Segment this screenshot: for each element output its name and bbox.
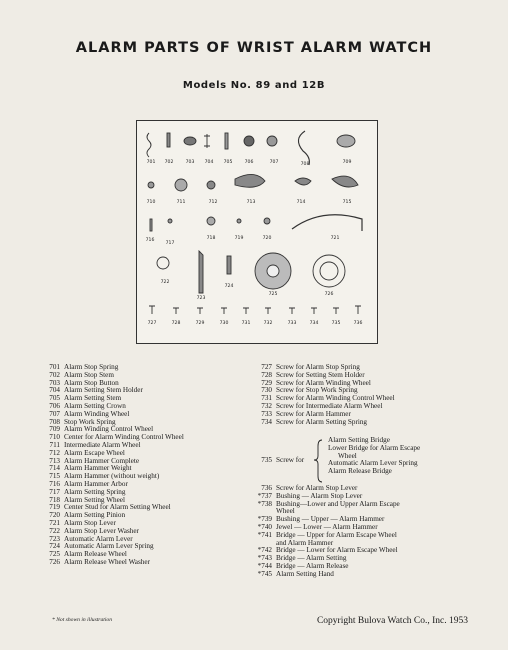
part-number: 725 — [49, 550, 60, 559]
part-720-pinion — [264, 218, 270, 224]
fig-label: 720 — [262, 236, 272, 241]
fig-label: 711 — [176, 200, 186, 205]
part-708-spring — [298, 131, 309, 165]
part-718-wheel — [207, 217, 215, 225]
part-733-screw — [289, 308, 295, 314]
fig-label: 733 — [287, 321, 297, 326]
part-number: 734 — [261, 417, 272, 426]
part-name: Alarm Release Wheel — [64, 550, 127, 559]
part-number: 717 — [49, 487, 60, 496]
part-name: Screw for Intermediate Alarm Wheel — [276, 401, 383, 410]
part-717-spring — [168, 219, 172, 223]
part-name: Screw for Alarm Stop Lever — [276, 484, 358, 492]
part-name: Alarm Stop Lever — [64, 518, 116, 527]
part-name: Wheel — [276, 507, 295, 516]
parts-drawing — [137, 121, 377, 343]
brace-item: Alarm Release Bridge — [328, 467, 392, 476]
part-number: 735 — [261, 456, 272, 464]
part-name: Bridge — Alarm Release — [276, 561, 349, 570]
part-731-screw — [243, 308, 249, 314]
fig-label: 721 — [330, 236, 340, 241]
fig-label: 710 — [146, 200, 156, 205]
part-number: 708 — [49, 417, 60, 426]
part-name: Screw for Alarm Winding Wheel — [276, 378, 371, 387]
part-702-stem — [167, 133, 170, 147]
part-name: Automatic Alarm Lever Spring — [64, 542, 154, 551]
part-row — [38, 559, 268, 567]
left-parts-list — [38, 364, 268, 567]
part-721-lever — [292, 215, 362, 231]
part-727-screw — [149, 306, 155, 314]
part-712-escape — [207, 181, 215, 189]
part-704-holder — [204, 134, 210, 148]
fig-label: 703 — [185, 160, 195, 165]
fig-label: 704 — [204, 160, 214, 165]
part-715-hammer — [332, 176, 358, 187]
part-name: Intermediate Alarm Wheel — [64, 440, 141, 449]
part-number: 710 — [49, 433, 60, 442]
part-name: Alarm Winding Control Wheel — [64, 425, 154, 434]
part-name: Automatic Alarm Lever — [64, 534, 133, 543]
part-name: Bushing — Upper — Alarm Hammer — [276, 515, 385, 524]
part-name: Alarm Setting Wheel — [64, 495, 125, 504]
fig-label: 702 — [164, 160, 174, 165]
part-name: Bridge — Lower for Alarm Escape Wheel — [276, 546, 398, 555]
part-row — [250, 571, 490, 579]
part-number: *745 — [257, 569, 272, 578]
fig-label: 701 — [146, 160, 156, 165]
part-number: 727 — [261, 363, 272, 371]
part-name: Alarm Setting Stem — [64, 394, 122, 403]
part-706-crown — [244, 136, 254, 146]
fig-label: 712 — [208, 200, 218, 205]
fig-label: 708 — [300, 162, 310, 167]
part-number: 719 — [49, 503, 60, 512]
part-number: 728 — [261, 370, 272, 379]
brace-item: Lower Bridge for Alarm Escape — [328, 443, 421, 452]
fig-label: 723 — [196, 296, 206, 301]
part-number: 732 — [261, 401, 272, 410]
part-number: *743 — [257, 554, 272, 563]
part-name: Alarm Winding Wheel — [64, 409, 130, 418]
part-number: *738 — [257, 499, 272, 508]
fig-label: 713 — [246, 200, 256, 205]
part-name: Alarm Hammer Arbor — [64, 479, 128, 488]
part-number: 713 — [49, 456, 60, 465]
part-name: Center for Alarm Winding Control Wheel — [64, 433, 184, 442]
part-number: 718 — [49, 495, 60, 504]
part-711-wheel — [175, 179, 187, 191]
part-726-inner — [320, 262, 338, 280]
fig-label: 734 — [309, 321, 319, 326]
part-number: 723 — [49, 534, 60, 543]
part-number: 720 — [49, 511, 60, 520]
part-number: *739 — [257, 515, 272, 524]
part-725-hub — [267, 265, 279, 277]
part-724-spring — [227, 256, 231, 274]
part-716-arbor — [150, 219, 152, 231]
fig-label: 715 — [342, 200, 352, 205]
part-name: Alarm Stop Button — [64, 378, 119, 387]
part-name: Alarm Escape Wheel — [64, 448, 125, 457]
part-name: Bridge — Alarm Setting — [276, 554, 347, 563]
fig-label: 728 — [171, 321, 181, 326]
fig-label: 716 — [145, 238, 155, 243]
part-name: Alarm Setting Pinion — [64, 511, 126, 520]
fig-label: 714 — [296, 200, 306, 205]
part-name: Screw for — [276, 456, 305, 464]
part-723-lever — [199, 251, 203, 293]
part-name: Screw for Alarm Winding Control Wheel — [276, 394, 395, 403]
fig-label: 725 — [268, 292, 278, 297]
part-name: Stop Work Spring — [64, 417, 116, 426]
part-number: 736 — [261, 484, 272, 492]
part-734-screw — [311, 308, 317, 314]
part-719-stud — [237, 219, 241, 223]
part-name: Bushing—Lower and Upper Alarm Escape — [276, 499, 400, 508]
fig-label: 735 — [331, 321, 341, 326]
part-701-spring — [147, 133, 151, 157]
part-name: Screw for Alarm Setting Spring — [276, 417, 368, 426]
fig-label: 731 — [241, 321, 251, 326]
part-name: Alarm Setting Spring — [64, 487, 126, 496]
screw-735-items — [328, 437, 420, 476]
part-name: Alarm Hammer (without weight) — [64, 472, 160, 481]
part-name: Screw for Setting Stem Holder — [276, 370, 365, 379]
part-number: 715 — [49, 472, 60, 481]
part-728-screw — [173, 308, 179, 314]
part-707-wheel — [267, 136, 277, 146]
fig-label: 736 — [353, 321, 363, 326]
part-name: Alarm Setting Stem Holder — [64, 386, 143, 395]
part-732-screw — [265, 308, 271, 314]
part-number: 726 — [49, 557, 60, 566]
fig-label: 718 — [206, 236, 216, 241]
page-subtitle: Models No. 89 and 12B — [182, 80, 326, 91]
part-name: Alarm Stop Stem — [64, 370, 114, 379]
fig-label: 707 — [269, 160, 279, 165]
part-713-hammer — [235, 174, 265, 187]
part-number: 701 — [49, 363, 60, 371]
part-name: Jewel — Lower — Alarm Hammer — [276, 522, 378, 531]
part-number: 706 — [49, 401, 60, 410]
part-729-screw — [197, 308, 203, 314]
part-name: Alarm Setting Crown — [64, 401, 126, 410]
fig-label: 724 — [224, 284, 234, 289]
fig-label: 705 — [223, 160, 233, 165]
part-number: 707 — [49, 409, 60, 418]
part-name: Alarm Hammer Weight — [64, 464, 132, 473]
part-number: 714 — [49, 464, 60, 473]
part-number: 703 — [49, 378, 60, 387]
fig-label: 706 — [244, 160, 254, 165]
fig-label: 730 — [219, 321, 229, 326]
part-number: *741 — [257, 530, 272, 539]
part-number: 731 — [261, 394, 272, 403]
part-number: 721 — [49, 518, 60, 527]
part-number: 716 — [49, 479, 60, 488]
fig-label: 732 — [263, 321, 273, 326]
part-name: Screw for Stop Work Spring — [276, 386, 358, 395]
part-name: Alarm Release Wheel Washer — [64, 557, 150, 566]
part-735-screw — [333, 308, 339, 314]
part-name: Alarm Stop Spring — [64, 363, 119, 371]
part-730-screw — [221, 308, 227, 314]
part-703-button — [184, 137, 196, 145]
part-710-center — [148, 182, 154, 188]
part-name: Screw for Alarm Hammer — [276, 409, 351, 418]
screw-735-group — [250, 436, 490, 481]
part-number: 712 — [49, 448, 60, 457]
fig-label: 719 — [234, 236, 244, 241]
part-name: Screw for Alarm Stop Spring — [276, 363, 360, 371]
footnote: * Not shown in illustration — [52, 617, 112, 623]
brace-item: Alarm Setting Bridge — [328, 436, 390, 444]
part-number: 724 — [49, 542, 60, 551]
part-number: 704 — [49, 386, 60, 395]
part-number: *742 — [257, 546, 272, 555]
part-714-weight — [295, 178, 311, 185]
part-number: 730 — [261, 386, 272, 395]
part-name: Center Stud for Alarm Setting Wheel — [64, 503, 171, 512]
brace-item: Automatic Alarm Lever Spring — [328, 459, 418, 468]
page-title: ALARM PARTS OF WRIST ALARM WATCH — [75, 40, 433, 56]
part-722-washer — [157, 257, 169, 269]
part-number: *740 — [257, 522, 272, 531]
part-number: 733 — [261, 409, 272, 418]
part-number: 711 — [49, 440, 60, 449]
brace-icon — [314, 439, 324, 483]
part-number: 705 — [49, 394, 60, 403]
part-name: Alarm Stop Lever Washer — [64, 526, 139, 535]
copyright: Copyright Bulova Watch Co., Inc. 1953 — [316, 616, 468, 626]
part-705-stem — [225, 133, 228, 149]
part-number: 702 — [49, 370, 60, 379]
fig-label: 722 — [160, 280, 170, 285]
part-number: 729 — [261, 378, 272, 387]
fig-label: 726 — [324, 292, 334, 297]
fig-label: 729 — [195, 321, 205, 326]
part-name: Bridge — Upper for Alarm Escape Wheel — [276, 530, 397, 539]
part-number: *744 — [257, 561, 272, 570]
part-name: Bushing — Alarm Stop Lever — [276, 491, 363, 500]
part-number: 722 — [49, 526, 60, 535]
parts-illustration — [136, 120, 378, 344]
part-726-washer — [313, 255, 345, 287]
fig-label: 727 — [147, 321, 157, 326]
part-736-screw — [355, 306, 361, 314]
right-parts-list-bottom — [250, 485, 490, 579]
part-name: Alarm Hammer Complete — [64, 456, 140, 465]
right-parts-list-top — [250, 364, 490, 426]
part-row — [250, 419, 490, 427]
part-name: Alarm Setting Hand — [276, 569, 334, 578]
brace-item: Wheel — [338, 451, 357, 460]
fig-label: 717 — [165, 241, 175, 246]
part-number: 709 — [49, 425, 60, 434]
part-name: and Alarm Hammer — [276, 538, 334, 547]
part-number: *737 — [257, 491, 272, 500]
fig-label: 709 — [342, 160, 352, 165]
part-709-wheel — [337, 135, 355, 147]
